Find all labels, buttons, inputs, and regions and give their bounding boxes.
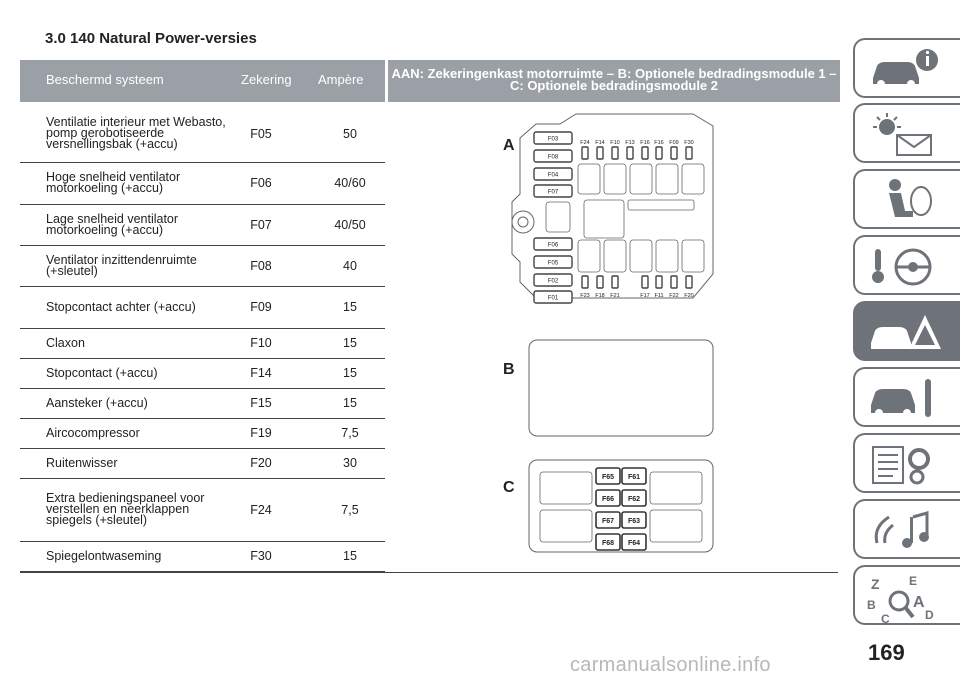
- row-fuse: F05: [250, 127, 272, 141]
- svg-text:D: D: [925, 608, 934, 622]
- sidebar-tab-car-info[interactable]: [853, 38, 960, 98]
- fuse-box-diagram: [388, 102, 838, 572]
- table-row: [20, 246, 385, 287]
- sidebar-tab-index[interactable]: [853, 565, 960, 625]
- fuse-slot: [597, 147, 603, 159]
- sidebar-tab-driving[interactable]: [853, 235, 960, 295]
- fuse-label: F10: [610, 140, 620, 146]
- fuse-label: F21: [610, 293, 620, 299]
- fuse-label: F08: [547, 154, 559, 161]
- row-fuse: F14: [250, 366, 272, 380]
- fuse-label: F22: [669, 293, 679, 299]
- fuse-label: F17: [640, 293, 650, 299]
- fuse-label: F06: [547, 242, 559, 249]
- fuse-label: F09: [669, 140, 679, 146]
- row-amp: 15: [343, 336, 357, 350]
- label-a: A: [503, 137, 515, 154]
- fuse-label: F13: [625, 140, 635, 146]
- header-fuse: Zekering: [241, 72, 292, 87]
- row-amp: 15: [343, 300, 357, 314]
- row-fuse: F30: [250, 549, 272, 563]
- row-amp: 7,5: [341, 426, 359, 440]
- label-c: C: [503, 479, 515, 496]
- svg-text:A: A: [913, 594, 925, 611]
- sidebar-tab-maintenance[interactable]: [853, 367, 960, 427]
- page-title: 3.0 140 Natural Power-versies: [45, 30, 257, 47]
- row-system: Hoge snelheid ventilator motorkoeling (+accu): [46, 170, 181, 195]
- fuse-label: F30: [684, 140, 694, 146]
- row-system: Lage snelheid ventilator motorkoeling (+accu): [46, 212, 179, 237]
- fuse-label: F05: [547, 260, 559, 267]
- sidebar-tab-specs[interactable]: [853, 433, 960, 493]
- row-fuse: F07: [250, 218, 272, 232]
- fuse-label: F01: [547, 295, 559, 302]
- sidebar-tab-safety[interactable]: [853, 169, 960, 229]
- breakdown-car-warning-icon: [865, 309, 945, 355]
- row-amp: 7,5: [341, 503, 359, 517]
- table-header: [20, 60, 385, 102]
- fuse-label: F18: [595, 293, 605, 299]
- table-bottom-line: [20, 572, 838, 573]
- row-system: Ventilator inzittendenruimte (+sleutel): [46, 253, 197, 278]
- row-fuse: F19: [250, 426, 272, 440]
- row-amp: 15: [343, 396, 357, 410]
- fuse-label: F64: [627, 540, 641, 547]
- car-info-icon: [865, 46, 945, 92]
- fuse-slot: [612, 147, 618, 159]
- row-fuse: F08: [250, 259, 272, 273]
- fuse-label: F04: [547, 172, 559, 179]
- fuse-label: F20: [684, 293, 694, 299]
- sidebar-tab-warning-lights[interactable]: [853, 103, 960, 163]
- fuse-label: F14: [595, 140, 605, 146]
- fuse-slot: [612, 276, 618, 288]
- header-amp: Ampère: [318, 72, 364, 87]
- svg-text:E: E: [909, 574, 918, 588]
- row-fuse: F06: [250, 176, 272, 190]
- fuse-slot: [582, 276, 588, 288]
- sidebar-tab-multimedia[interactable]: [853, 499, 960, 559]
- fuse-label: F61: [627, 474, 641, 481]
- fuse-slot: [686, 147, 692, 159]
- fuse-label: F16: [640, 140, 650, 146]
- fuse-label: F03: [547, 136, 559, 143]
- table-row: [20, 389, 385, 419]
- index-search-icon: [865, 573, 945, 629]
- row-system: Stopcontact achter (+accu): [46, 300, 196, 314]
- svg-text:Z: Z: [871, 576, 880, 592]
- fuse-slot: [671, 276, 677, 288]
- seat-airbag-icon: [865, 177, 945, 223]
- row-fuse: F09: [250, 300, 272, 314]
- sidebar-tab-emergency[interactable]: [853, 301, 960, 361]
- fuse-label: F07: [547, 189, 559, 196]
- fuse-label: F65: [601, 474, 615, 481]
- row-system: Aircocompressor: [46, 426, 140, 440]
- fuse-slot: [627, 147, 633, 159]
- table-row: [20, 329, 385, 359]
- row-amp: 40: [343, 259, 357, 273]
- row-system: Stopcontact (+accu): [46, 366, 158, 380]
- row-system: Spiegelontwaseming: [46, 549, 162, 563]
- warning-light-envelope-icon: [865, 111, 945, 157]
- row-fuse: F15: [250, 396, 272, 410]
- fuse-label: F23: [580, 293, 590, 299]
- row-system: Ventilatie interieur met Webasto, pomp gerobotiseerde versnellingsbak (+accu): [46, 115, 226, 151]
- fuse-label: F62: [627, 496, 641, 503]
- fuse-slot: [656, 147, 662, 159]
- table-row: [20, 359, 385, 389]
- fuse-label: F68: [601, 540, 615, 547]
- module-b-outline: [529, 340, 713, 436]
- row-fuse: F10: [250, 336, 272, 350]
- fuse-slot: [642, 276, 648, 288]
- page-number: 169: [868, 640, 905, 665]
- table-row: [20, 479, 385, 542]
- watermark: carmanualsonline.info: [570, 654, 771, 676]
- steering-wheel-key-icon: [865, 243, 945, 289]
- row-fuse: F20: [250, 456, 272, 470]
- fuse-label: F66: [601, 496, 615, 503]
- fuse-slot: [582, 147, 588, 159]
- row-amp: 30: [343, 456, 357, 470]
- table-row: [20, 419, 385, 449]
- row-system: Aansteker (+accu): [46, 396, 148, 410]
- fuse-box-a-bolt: [512, 211, 534, 233]
- fuse-slot: [642, 147, 648, 159]
- fuse-slot: [597, 276, 603, 288]
- fuse-label: F11: [654, 293, 664, 299]
- table-row: [20, 163, 385, 205]
- row-system: Extra bedieningspaneel voor verstellen en neerklappen spiegels (+sleutel): [46, 491, 205, 527]
- header-system: Beschermd systeem: [46, 72, 164, 87]
- fuse-slot: [671, 147, 677, 159]
- fuse-slot: [686, 276, 692, 288]
- svg-text:B: B: [867, 598, 876, 612]
- row-amp: 15: [343, 549, 357, 563]
- fuse-label: F02: [547, 278, 559, 285]
- row-amp: 15: [343, 366, 357, 380]
- table-row: [20, 106, 385, 163]
- fuse-slot: [656, 276, 662, 288]
- row-system: Claxon: [46, 336, 85, 350]
- fuse-label: F63: [627, 518, 641, 525]
- fuse-label: F24: [580, 140, 590, 146]
- row-amp: 40/50: [334, 218, 366, 232]
- row-amp: 50: [343, 127, 357, 141]
- label-b: B: [503, 361, 515, 378]
- multimedia-music-icon: [865, 507, 945, 553]
- fuse-label: F16: [654, 140, 664, 146]
- car-wrench-icon: [865, 375, 945, 421]
- row-fuse: F24: [250, 503, 272, 517]
- row-system: Ruitenwisser: [46, 456, 118, 470]
- fuse-label: F67: [601, 518, 615, 525]
- specs-gear-icon: [865, 441, 945, 487]
- table-row: [20, 449, 385, 479]
- row-amp: 40/60: [334, 176, 366, 190]
- svg-text:C: C: [881, 612, 890, 626]
- table-row: [20, 205, 385, 246]
- diagram-header: AAN: Zekeringenkast motorruimte – B: Optionele bedradingsmodule 1 – C: Optionele bedradingsmodule 2: [388, 60, 840, 102]
- table-row: [20, 542, 385, 572]
- table-row: [20, 287, 385, 329]
